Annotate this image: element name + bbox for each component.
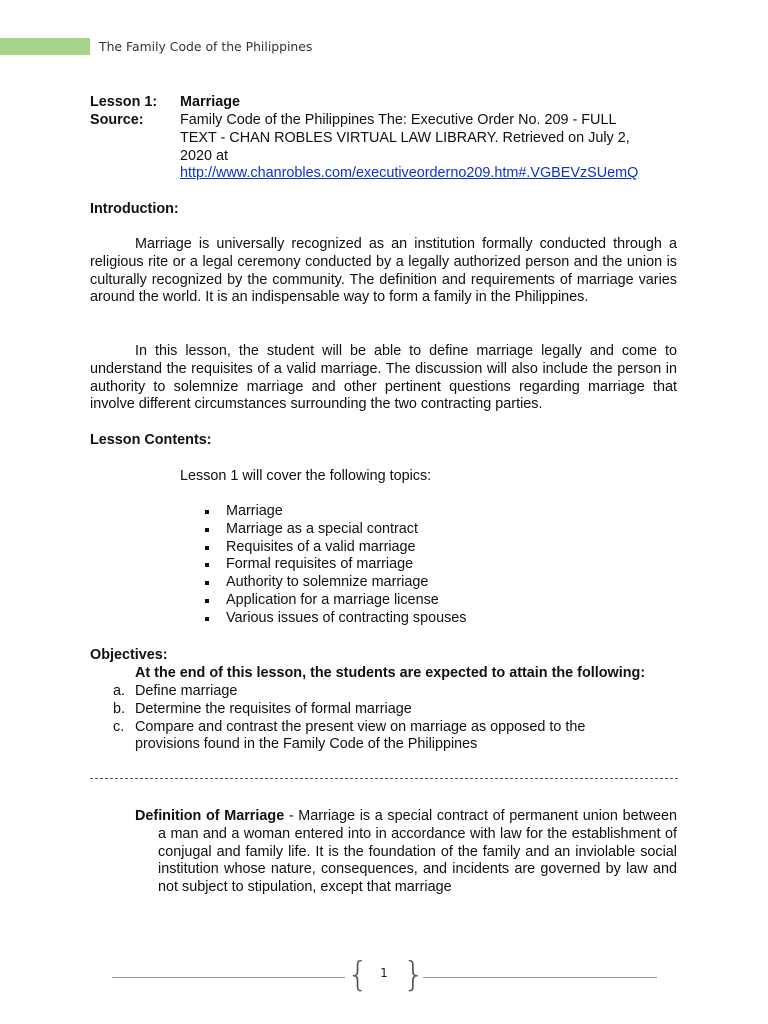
- definition-paragraph: [135, 808, 677, 897]
- objective-text: Compare and contrast the present view on marriage as opposed to the: [135, 718, 586, 735]
- list-marker: a.: [113, 683, 126, 699]
- objective-text: provisions found in the Family Code of the Philippines: [135, 736, 478, 753]
- footer-rule-right: [423, 977, 657, 978]
- source-line: Family Code of the Philippines The: Executive Order No. 209 - FULL: [180, 112, 617, 128]
- list-item: Various issues of contracting spouses: [203, 610, 623, 628]
- objective-text: Determine the requisites of formal marriage: [135, 700, 412, 717]
- page-number: 1: [380, 966, 388, 980]
- lesson-title: Marriage: [180, 94, 240, 110]
- list-item: Application for a marriage license: [203, 592, 623, 610]
- list-item: [113, 701, 673, 719]
- lesson-contents-intro: Lesson 1 will cover the following topics:: [180, 468, 432, 484]
- definition-term: Definition of Marriage: [135, 808, 285, 824]
- list-marker: c.: [113, 718, 125, 735]
- list-item: Formal requisites of marriage: [203, 556, 623, 574]
- list-item: [113, 683, 673, 701]
- objective-text: Define marriage: [135, 683, 238, 699]
- list-marker: b.: [113, 700, 126, 717]
- document-header-title: The Family Code of the Philippines: [99, 39, 313, 54]
- footer-brace-right: }: [403, 955, 425, 995]
- footer-rule-left: [112, 977, 345, 978]
- list-item: Requisites of a valid marriage: [203, 539, 623, 557]
- source-citation: [180, 112, 680, 183]
- source-line: TEXT - CHAN ROBLES VIRTUAL LAW LIBRARY. Retrieved on July 2,: [180, 129, 630, 146]
- list-item: [113, 719, 673, 755]
- definition-separator: -: [284, 808, 299, 824]
- objectives-lead: At the end of this lesson, the students are expected to attain the following:: [135, 665, 646, 681]
- objectives-list: [113, 683, 673, 754]
- definition-text: Marriage is a special contract of permanent union between a man and a woman entered into in accordance with law for the establishment of conjugal and family life. It is the foundation of the family and an inviolable social institution whose nature, consequences, and incidents are governed by law and not subject to stipulation, except that marriage: [158, 808, 677, 896]
- introduction-paragraph-2: In this lesson, the student will be able to define marriage legally and come to understand the requisites of a valid marriage. The discussion will also include the person in authority to solemnize marriage and other pertinent questions regarding marriage that involve different circumstances surrounding the two contracting parties.: [90, 343, 677, 413]
- list-item: Authority to solemnize marriage: [203, 574, 623, 592]
- section-divider: [90, 778, 678, 779]
- list-item: Marriage: [203, 503, 623, 521]
- source-label: Source:: [90, 112, 144, 128]
- lesson-contents-heading: Lesson Contents:: [90, 432, 212, 448]
- header-accent-bar: [0, 38, 90, 55]
- list-item: Marriage as a special contract: [203, 521, 623, 539]
- footer-brace-left: {: [347, 955, 369, 995]
- objectives-heading: Objectives:: [90, 647, 168, 663]
- topics-list: [203, 503, 623, 628]
- source-link[interactable]: http://www.chanrobles.com/executiveorderno209.htm#.VGBEVzSUemQ: [180, 165, 639, 182]
- introduction-heading: Introduction:: [90, 201, 179, 217]
- lesson-label: Lesson 1:: [90, 94, 158, 110]
- source-line: 2020 at: [180, 147, 229, 164]
- introduction-paragraph-1: Marriage is universally recognized as an institution formally conducted through a religious rite or a legal ceremony conducted by a legally authorized person and the union is culturally recognized by the community. The definition and requirements of marriage varies around the world. It is an indispensable way to form a family in the Philippines.: [90, 236, 677, 306]
